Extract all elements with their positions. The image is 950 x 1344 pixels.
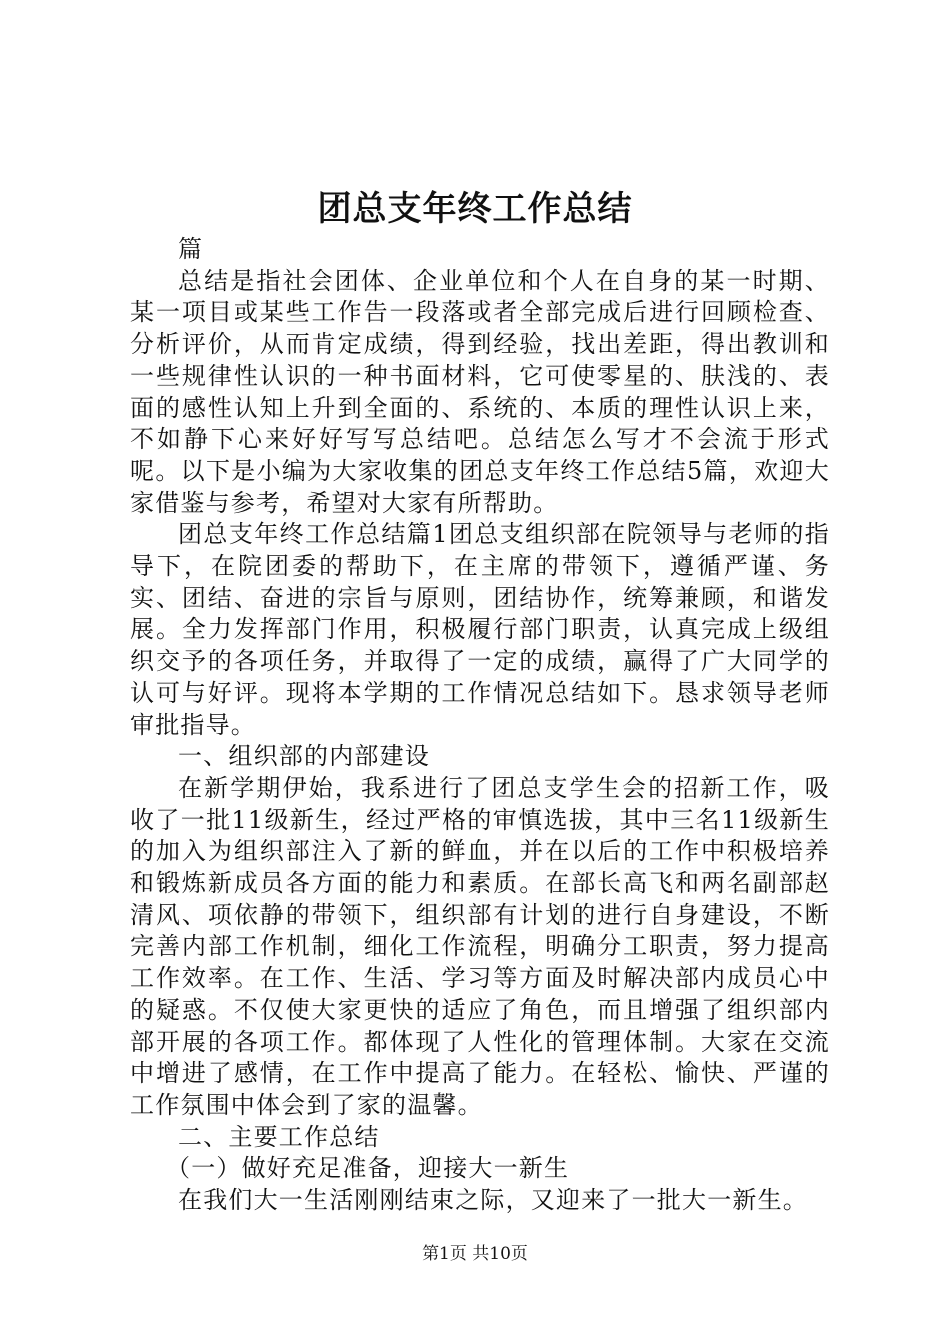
page-footer: 第1页 共10页 [422, 1244, 528, 1264]
paragraph: 在我们大一生活刚刚结束之际，又迎来了一批大一新生。 [178, 1186, 808, 1215]
section-heading: 一、组织部的内部建设 [178, 742, 430, 771]
document-title: 团总支年终工作总结 [317, 189, 633, 229]
subsection-heading: （一）做好充足准备，迎接大一新生 [166, 1154, 570, 1183]
document-body [130, 234, 830, 1217]
section-heading: 二、主要工作总结 [178, 1122, 380, 1151]
paragraph: 总结是指社会团体、企业单位和个人在自身的某一时期、某一项目或某些工作告一段落或者全部完成后进行回顾检查、分析评价，从而肯定成绩，得到经验，找出差距，得出教训和一些规律性认识的一种书面材料，它可使零星的、肤浅的、表面的感性认知上升到全面的、系统的、本质的理性认识上来，不如静下心来好好写写总结吧。总结怎么写才不会流于形式呢。以下是小编为大家收集的团总支年终工作总结5篇，欢迎大家借鉴与参考，希望对大家有所帮助。 [130, 266, 830, 517]
paragraph: 团总支年终工作总结篇1团总支组织部在院领导与老师的指导下，在院团委的帮助下，在主席的带领下，遵循严谨、务实、团结、奋进的宗旨与原则，团结协作，统筹兼顾，和谐发展。全力发挥部门作用，积极履行部门职责，认真完成上级组织交予的各项任务，并取得了一定的成绩，赢得了广大同学的认可与好评。现将本学期的工作情况总结如下。恳求领导老师审批指导。 [130, 520, 830, 739]
paragraph: 篇 [178, 235, 204, 263]
paragraph: 在新学期伊始，我系进行了团总支学生会的招新工作，吸收了一批11级新生，经过严格的审慎选拔，其中三名11级新生的加入为组织部注入了新的鲜血，并在以后的工作中积极培养和锻炼新成员各方面的能力和素质。在部长高飞和两名副部赵清风、项依静的带领下，组织部有计划的进行自身建设，不断完善内部工作机制，细化工作流程，明确分工职责，努力提高工作效率。在工作、生活、学习等方面及时解决部内成员心中的疑惑。不仅使大家更快的适应了角色，而且增强了组织部内部开展的各项工作。都体现了人性化的管理体制。大家在交流中增进了感情，在工作中提高了能力。在轻松、愉快、严谨的工作氛围中体会到了家的温馨。 [130, 773, 830, 1119]
